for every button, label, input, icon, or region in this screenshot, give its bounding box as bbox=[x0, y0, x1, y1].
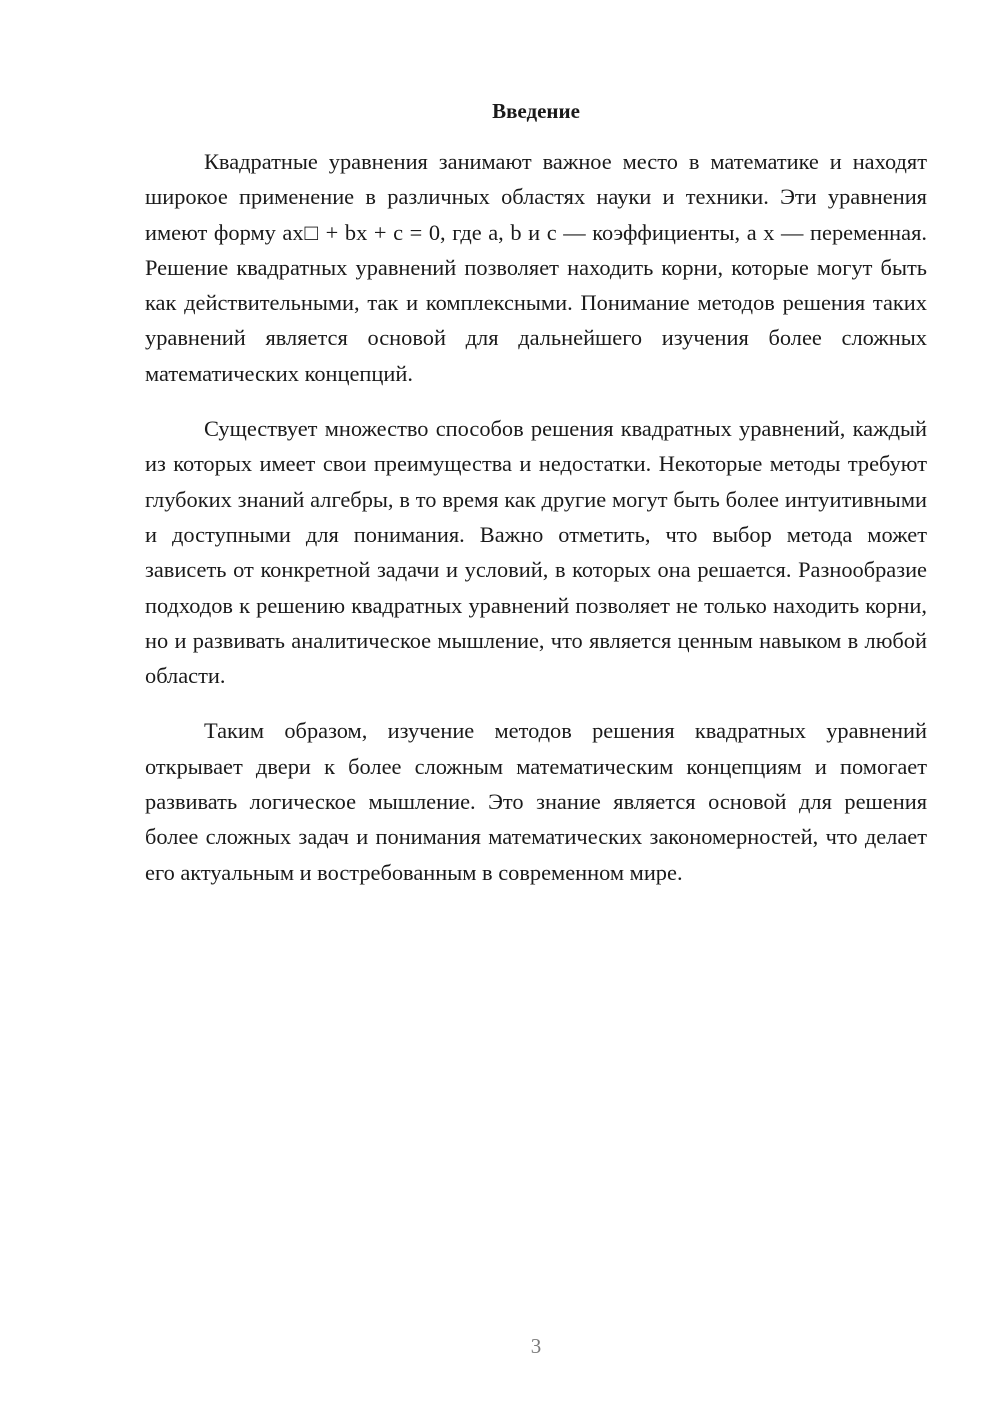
paragraph-intro: Квадратные уравнения занимают важное место в математике и находят широкое применение в различных областях науки и техники. Эти уравнения имеют форму ax□ + bx + c = 0, где a, b и c — коэффициенты, а x — переменная. Решение квадратных уравнений позволяет находить корни, которые могут быть как действительными, так и комплексными. Понимание методов решения таких уравнений является основой для дальнейшего изучения более сложных математических концепций. bbox=[145, 149, 927, 386]
section-heading: Введение bbox=[492, 99, 580, 123]
paragraph-conclusion: Таким образом, изучение методов решения квадратных уравнений открывает двери к более сложным математическим концепциям и помогает развивать логическое мышление. Это знание является основой для решения более сложных задач и понимания математических закономерностей, что делает его актуальным и востребованным в современном мире. bbox=[145, 718, 927, 885]
page-number: 3 bbox=[530, 1334, 542, 1358]
paragraph-methods: Существует множество способов решения квадратных уравнений, каждый из которых имеет свои преимущества и недостатки. Некоторые методы требуют глубоких знаний алгебры, в то время как другие могут быть более интуитивными и доступными для понимания. Важно отметить, что выбор метода может зависеть от конкретной задачи и условий, в которых она решается. Разнообразие подходов к решению квадратных уравнений позволяет не только находить корни, но и развивать аналитическое мышление, что является ценным навыком в любой области. bbox=[145, 416, 927, 689]
body-text bbox=[145, 144, 927, 910]
